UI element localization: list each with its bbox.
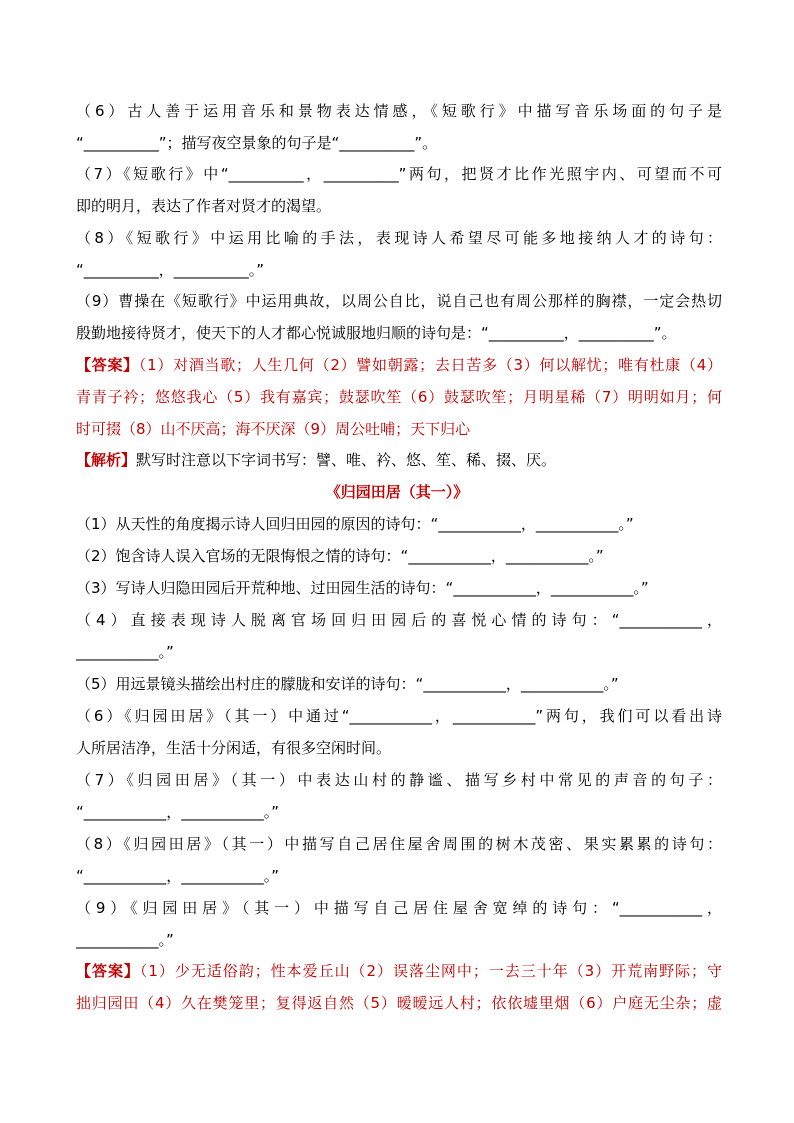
analysis-label: 【解析】 <box>76 451 137 469</box>
analysis-block-1 <box>76 444 722 476</box>
question-line: （3）写诗人归隐田园后开荒种地、过田园生活的诗句：“___________，___________。” <box>76 579 649 597</box>
question-line: 人所居洁净，生活十分闲适，有很多空闲时间。 <box>76 739 392 757</box>
question-line: 即的明月，表达了作者对贤才的渴望。 <box>76 197 332 215</box>
question-line: （9）曹操在《短歌行》中运用典故，以周公自比，说自己也有周公那样的胸襟，一定会热切 <box>76 292 722 310</box>
answer-label: 【答案】 <box>76 356 139 374</box>
analysis-text: 默写时注意以下字词书写：譬、唯、衿、悠、笙、稀、掇、厌。 <box>136 451 557 469</box>
question-line: （7）《归园田居》（其一）中表达山村的静谧、描写乡村中常见的声音的句子： <box>76 771 722 789</box>
question-ddx-7 <box>76 158 722 222</box>
question-line: （1）从天性的角度揭示诗人回归田园的原因的诗句：“___________，___________。” <box>76 515 634 533</box>
question-ddx-8 <box>76 222 722 286</box>
question-gytj-5 <box>76 668 722 700</box>
answer-line: 青青子衿；悠悠我心（5）我有嘉宾；鼓瑟吹笙（6）鼓瑟吹笙；月明星稀（7）明明如月；何 <box>76 388 722 406</box>
question-line: （7）《短歌行》中“__________，__________”两句，把贤才比作光照宇内、可望而不可 <box>76 165 722 183</box>
question-line: ___________。” <box>76 643 174 661</box>
question-line: 殷勤地接待贤才，使天下的人才都心悦诚服地归顺的诗句是：“__________，__________”。 <box>76 324 677 342</box>
question-line: “___________，___________。” <box>76 867 280 885</box>
question-gytj-4 <box>76 604 722 668</box>
question-ddx-6 <box>76 95 722 159</box>
question-ddx-9 <box>76 285 722 349</box>
answer-text: （1）少无适俗韵；性本爱丘山（2）误落尘网中；一去三十年（3）开荒南野际；守 <box>139 962 722 980</box>
question-gytj-3 <box>76 572 722 604</box>
question-gytj-6 <box>76 700 722 764</box>
answer-line: 时可掇（8）山不厌高；海不厌深（9）周公吐哺；天下归心 <box>76 420 471 438</box>
question-line: （6）古人善于运用音乐和景物表达情感，《短歌行》中描写音乐场面的句子是 <box>76 102 722 120</box>
question-line: “___________，___________。” <box>76 803 280 821</box>
answer-block-1 <box>76 349 722 445</box>
question-line: “__________，__________。” <box>76 261 265 279</box>
question-line: （6）《归园田居》（其一）中通过“___________，___________”两句，我们可以看出诗 <box>76 707 722 725</box>
answer-block-2 <box>76 955 722 1019</box>
question-line: （4）直接表现诗人脱离官场回归田园后的喜悦心情的诗句：“___________， <box>76 611 722 629</box>
question-gytj-7 <box>76 764 722 828</box>
question-gytj-2 <box>76 540 722 572</box>
answer-line <box>76 349 722 381</box>
answer-line: 拙归园田（4）久在樊笼里；复得返自然（5）暧暧远人村；依依墟里烟（6）户庭无尘杂；虚 <box>76 994 722 1012</box>
question-line: （8）《短歌行》中运用比喻的手法，表现诗人希望尽可能多地接纳人才的诗句： <box>76 229 722 247</box>
answer-line <box>76 955 722 987</box>
question-gytj-1 <box>76 508 722 540</box>
answer-text: （1）对酒当歌；人生几何（2）譬如朝露；去日苦多（3）何以解忧；唯有杜康（4） <box>138 356 722 374</box>
analysis-line <box>76 444 722 476</box>
question-line: （5）用远景镜头描绘出村庄的朦胧和安详的诗句：“___________，___________。” <box>76 675 619 693</box>
question-gytj-8 <box>76 828 722 892</box>
section-title: 《归园田居（其一）》 <box>325 483 469 501</box>
question-line: （8）《归园田居》（其一）中描写自己居住屋舍周围的树木茂密、果实累累的诗句： <box>76 835 722 853</box>
question-line: （9）《归园田居》（其一）中描写自己居住屋舍宽绰的诗句：“___________， <box>76 899 722 917</box>
question-line: ___________。” <box>76 931 174 949</box>
answer-label: 【答案】 <box>76 962 140 980</box>
question-gytj-9 <box>76 892 722 956</box>
question-line: （2）饱含诗人误入官场的无限悔恨之情的诗句：“___________，___________。” <box>76 547 604 565</box>
question-line: “__________”；描写夜空景象的句子是“__________”。 <box>76 134 438 152</box>
